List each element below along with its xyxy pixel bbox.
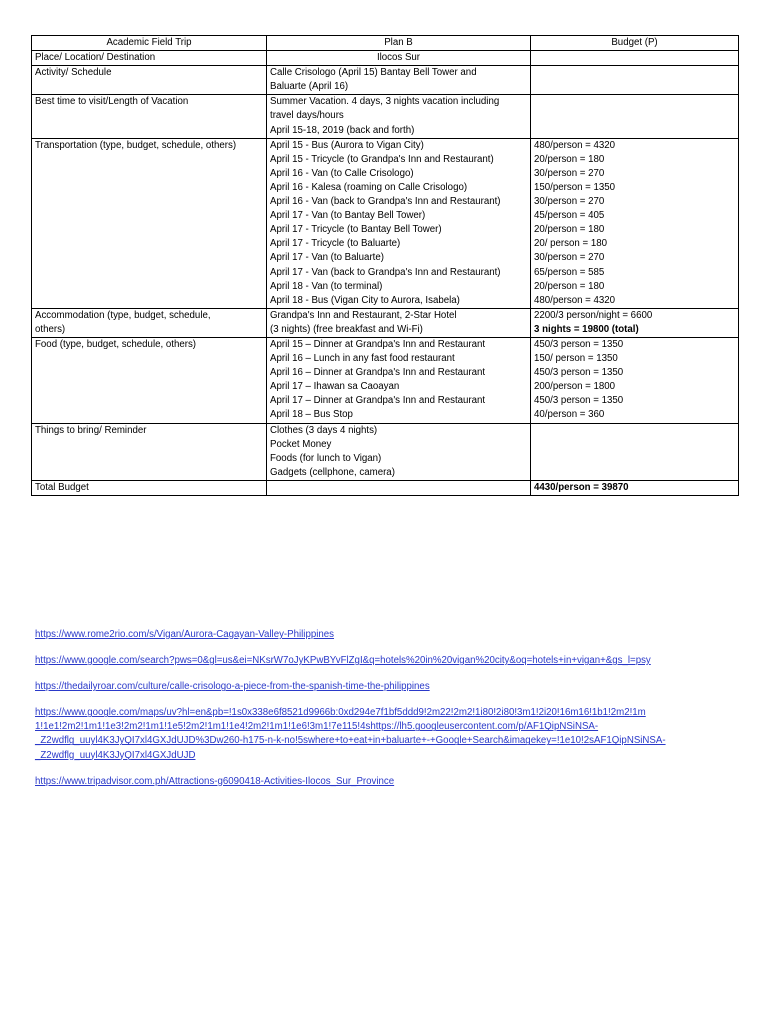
plan-cell [267,423,531,480]
table-row [32,138,739,308]
plan-line: April 18 - Bus (Vigan City to Aurora, Isabela) [270,294,460,306]
plan-cell [267,51,531,66]
reference-links [35,628,740,801]
reference-link[interactable] [35,706,740,762]
plan-line: April 15 - Bus (Aurora to Vigan City) [270,139,424,151]
plan-line: April 15 – Dinner at Grandpa's Inn and Restaurant [270,338,486,350]
budget-line: 45/person = 405 [534,210,605,222]
budget-line: 30/person = 270 [534,196,605,208]
reference-link-line: _Z2wdflg_uuyl4K3JyQI7xl4GXJdUJD [35,749,196,761]
label-line: Things to bring/ Reminder [35,424,147,436]
plan-line: Clothes (3 days 4 nights) [270,424,378,436]
budget-line: 20/ person = 180 [534,238,607,250]
label-cell [32,51,267,66]
header-cell: Plan B [267,36,531,51]
table-row [32,308,739,337]
plan-line: travel days/hours [270,110,344,122]
label-line: others) [35,323,66,335]
budget-cell [531,480,739,495]
reference-link-line: https://www.google.com/search?pws=0&gl=us&ei=NKsrW7oJyKPwBYvFlZgI&q=hotels%20in%20vigan%20city&oq=hotels+in+vigan+&gs_l=psy [35,655,651,667]
plan-line: Baluarte (April 16) [270,81,349,93]
plan-line: April 16 - Van (to Calle Crisologo) [270,167,414,179]
table-row [32,95,739,138]
plan-line: April 15 - Tricycle (to Grandpa's Inn and Restaurant) [270,153,494,165]
label-line: Activity/ Schedule [35,67,112,79]
header-cell: Budget (P) [531,36,739,51]
budget-line: 3 nights = 19800 (total) [534,323,639,335]
label-line: Transportation (type, budget, schedule, others) [35,139,237,151]
label-line: Food (type, budget, schedule, others) [35,338,197,350]
trip-plan-table [31,35,739,496]
budget-line: 65/person = 585 [534,266,605,278]
label-cell [32,308,267,337]
budget-cell [531,51,739,66]
plan-line: April 16 – Dinner at Grandpa's Inn and Restaurant [270,367,486,379]
budget-line: 150/person = 1350 [534,181,616,193]
table-row [32,66,739,95]
reference-link[interactable] [35,628,740,642]
label-line: Place/ Location/ Destination [35,52,156,64]
budget-cell [531,66,739,95]
plan-line: Ilocos Sur [376,52,421,64]
budget-cell [531,423,739,480]
label-cell [32,337,267,423]
budget-cell [531,337,739,423]
plan-line: April 16 – Lunch in any fast food restaurant [270,353,455,365]
table-header-row [32,36,739,51]
plan-line: April 18 - Van (to terminal) [270,280,383,292]
reference-link-line: https://www.rome2rio.com/s/Vigan/Aurora-Cagayan-Valley-Philippines [35,629,335,640]
plan-line: April 16 - Van (back to Grandpa's Inn and Restaurant) [270,196,501,208]
budget-line: 2200/3 person/night = 6600 [534,309,653,321]
plan-line: Calle Crisologo (April 15) Bantay Bell Tower and [270,67,477,79]
budget-line: 450/3 person = 1350 [534,395,624,407]
reference-link[interactable] [35,680,740,694]
plan-line: April 17 - Tricycle (to Bantay Bell Tower) [270,224,442,236]
budget-line: 480/person = 4320 [534,294,616,306]
plan-cell [267,95,531,138]
reference-link-line: https://www.tripadvisor.com.ph/Attractions-g6090418-Activities-Ilocos_Sur_Province [35,775,395,787]
reference-link-line: _Z2wdflg_uuyl4K3JyQI7xl4GXJdUJD%3Dw260-h175-n-k-no!5swhere+to+eat+in+baluarte+-+Google+Search&imagekey=!1e10!2sAF1QipNSiNSA- [35,735,666,747]
label-cell [32,138,267,308]
plan-cell [267,308,531,337]
header-cell: Academic Field Trip [32,36,267,51]
budget-line: 4430/person = 39870 [534,481,629,493]
table-row [32,480,739,495]
budget-line: 40/person = 360 [534,409,605,421]
label-line: Accommodation (type, budget, schedule, [35,309,211,321]
plan-line: April 17 – Ihawan sa Caoayan [270,381,400,393]
table-row [32,51,739,66]
label-line: Total Budget [35,481,89,493]
plan-cell [267,138,531,308]
plan-line: April 17 - Van (to Bantay Bell Tower) [270,210,426,222]
reference-link[interactable] [35,775,740,789]
label-cell [32,95,267,138]
budget-line: 200/person = 1800 [534,381,616,393]
reference-link-line: https://www.google.com/maps/uv?hl=en&pb=!1s0x338e6f8521d9966b:0xd294e7f1bf5ddd9!2m22!2m2!1i80!2i80!3m1!2i20!16m16!1b1!2m2!1m [35,707,646,719]
plan-line: April 17 - Tricycle (to Baluarte) [270,238,401,250]
plan-cell [267,66,531,95]
reference-link-line: 1!1e1!2m2!1m1!1e3!2m2!1m1!1e5!2m2!1m1!1e4!2m2!1m1!1e6!3m1!7e115!4shttps://lh5.googleusercontent.com/p/AF1QipNSiNSA- [35,721,599,733]
budget-line: 480/person = 4320 [534,139,616,151]
budget-line: 30/person = 270 [534,167,605,179]
plan-line: April 15-18, 2019 (back and forth) [270,124,415,136]
budget-line: 20/person = 180 [534,153,605,165]
plan-line: Summer Vacation. 4 days, 3 nights vacation including [270,96,500,108]
plan-line: Pocket Money [270,438,332,450]
table-row [32,337,739,423]
plan-line: April 16 - Kalesa (roaming on Calle Crisologo) [270,181,468,193]
plan-line: April 17 - Van (to Baluarte) [270,252,384,264]
plan-line: April 17 - Van (back to Grandpa's Inn and Restaurant) [270,266,501,278]
label-cell [32,66,267,95]
budget-line: 20/person = 180 [534,280,605,292]
plan-line: April 18 – Bus Stop [270,409,353,421]
label-cell [32,480,267,495]
budget-line: 150/ person = 1350 [534,353,618,365]
reference-link-line: https://thedailyroar.com/culture/calle-crisologo-a-piece-from-the-spanish-time-the-philippines [35,681,430,693]
plan-line: April 17 – Dinner at Grandpa's Inn and Restaurant [270,395,486,407]
plan-cell [267,480,531,495]
plan-line: Foods (for lunch to Vigan) [270,452,382,464]
budget-cell [531,308,739,337]
budget-line: 450/3 person = 1350 [534,338,624,350]
plan-line: Gadgets (cellphone, camera) [270,466,395,478]
budget-line: 30/person = 270 [534,252,605,264]
budget-line: 20/person = 180 [534,224,605,236]
plan-line: (3 nights) (free breakfast and Wi-Fi) [270,323,423,335]
plan-cell [267,337,531,423]
label-cell [32,423,267,480]
budget-cell [531,95,739,138]
plan-line: Grandpa's Inn and Restaurant, 2-Star Hotel [270,309,457,321]
budget-cell [531,138,739,308]
label-line: Best time to visit/Length of Vacation [35,96,189,108]
table-row [32,423,739,480]
reference-link[interactable] [35,654,740,668]
budget-line: 450/3 person = 1350 [534,367,624,379]
